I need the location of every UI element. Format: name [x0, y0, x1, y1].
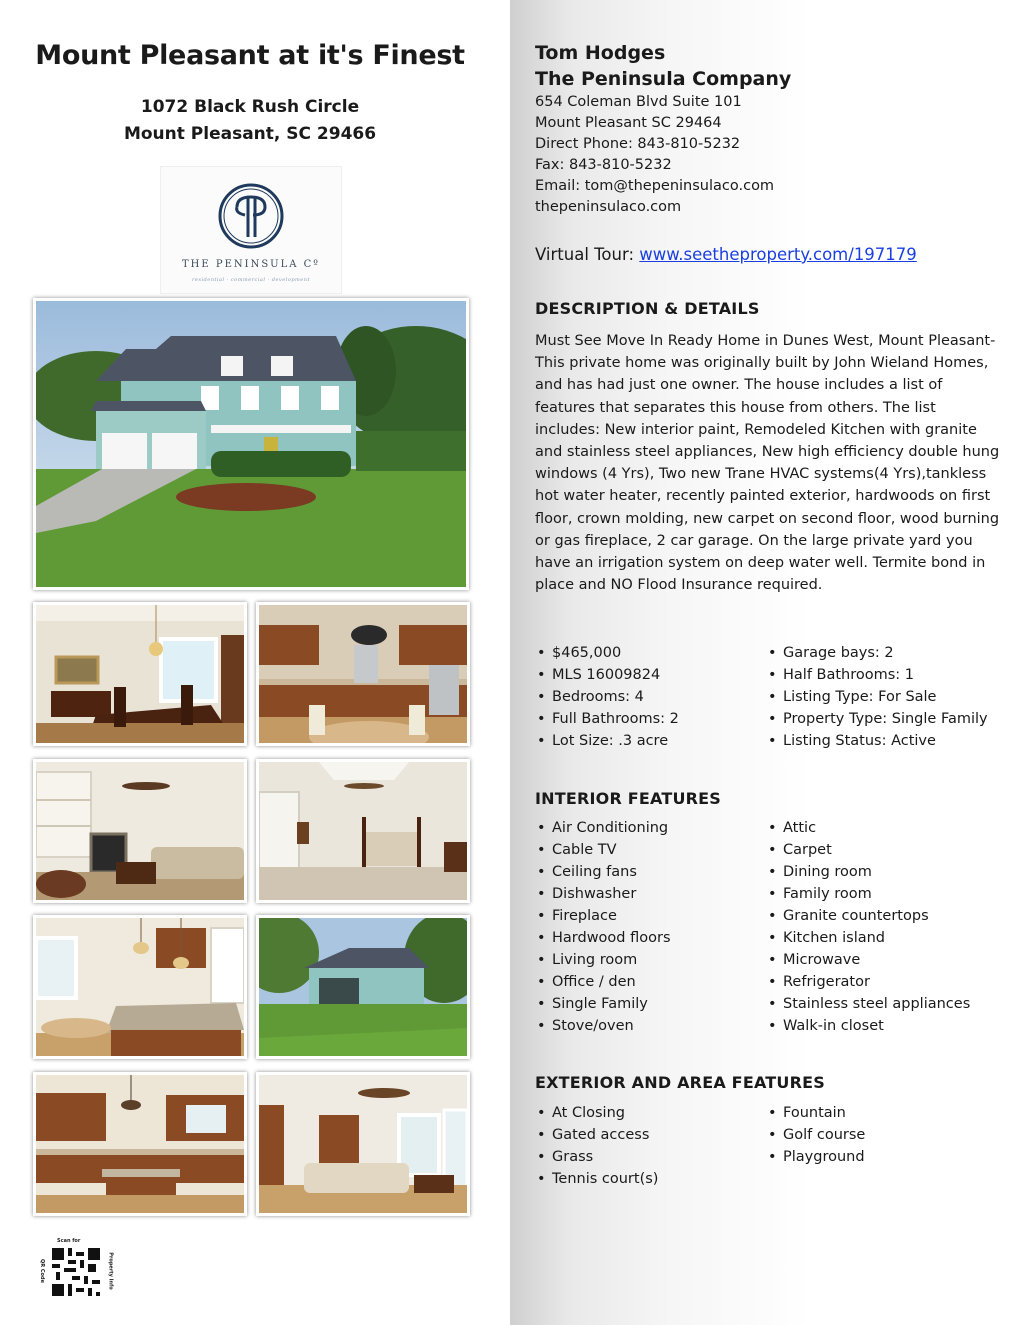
- virtual-tour-label: Virtual Tour:: [535, 245, 635, 264]
- interior-feature: • Living room: [537, 949, 671, 971]
- photo-backyard[interactable]: [256, 915, 470, 1059]
- agent-name: Tom Hodges: [535, 42, 666, 64]
- photo-house-front[interactable]: [33, 298, 469, 590]
- details-list-left: [537, 642, 679, 752]
- detail-mls: • MLS 16009824: [537, 664, 679, 686]
- agent-company: The Peninsula Company: [535, 68, 792, 90]
- qr-label-top: Scan for: [57, 1238, 81, 1244]
- left-column: [0, 0, 500, 1325]
- interior-list-left: [537, 817, 671, 1037]
- exterior-feature: • Playground: [768, 1146, 865, 1168]
- qr-code-block: [36, 1238, 114, 1300]
- virtual-tour: [535, 245, 917, 264]
- address-line-2: Mount Pleasant, SC 29466: [123, 124, 377, 144]
- interior-feature: • Office / den: [537, 971, 671, 993]
- photo-living-room-fireplace[interactable]: [33, 759, 247, 903]
- agent-contact: [535, 40, 1005, 218]
- agent-city: Mount Pleasant SC 29464: [535, 115, 722, 131]
- photo-family-room[interactable]: [256, 1072, 470, 1216]
- agent-email[interactable]: Email: tom@thepeninsulaco.com: [535, 178, 775, 194]
- detail-listing-status: • Listing Status: Active: [768, 730, 988, 752]
- interior-feature: • Hardwood floors: [537, 927, 671, 949]
- detail-bedrooms: • Bedrooms: 4: [537, 686, 679, 708]
- address-line-1: 1072 Black Rush Circle: [140, 97, 360, 117]
- agent-website[interactable]: thepeninsulaco.com: [535, 199, 682, 215]
- interior-feature: • Family room: [768, 883, 970, 905]
- detail-price: • $465,000: [537, 642, 679, 664]
- description-heading: DESCRIPTION & DETAILS: [535, 299, 760, 318]
- interior-feature: • Carpet: [768, 839, 970, 861]
- interior-feature: • Walk-in closet: [768, 1015, 970, 1037]
- interior-feature: • Ceiling fans: [537, 861, 671, 883]
- exterior-feature: • At Closing: [537, 1102, 658, 1124]
- qr-code-icon[interactable]: [52, 1248, 100, 1296]
- agent-direct-phone: Direct Phone: 843-810-5232: [535, 136, 741, 152]
- detail-half-bathrooms: • Half Bathrooms: 1: [768, 664, 988, 686]
- photo-kitchen-wide[interactable]: [33, 1072, 247, 1216]
- detail-listing-type: • Listing Type: For Sale: [768, 686, 988, 708]
- detail-lot-size: • Lot Size: .3 acre: [537, 730, 679, 752]
- interior-feature: • Fireplace: [537, 905, 671, 927]
- interior-feature: • Attic: [768, 817, 970, 839]
- interior-feature: • Cable TV: [537, 839, 671, 861]
- agent-fax: Fax: 843-810-5232: [535, 157, 672, 173]
- interior-feature: • Dining room: [768, 861, 970, 883]
- detail-full-bathrooms: • Full Bathrooms: 2: [537, 708, 679, 730]
- interior-feature: • Dishwasher: [537, 883, 671, 905]
- interior-feature: • Kitchen island: [768, 927, 970, 949]
- interior-feature: • Refrigerator: [768, 971, 970, 993]
- exterior-feature: • Gated access: [537, 1124, 658, 1146]
- exterior-feature: • Fountain: [768, 1102, 865, 1124]
- exterior-list-right: [768, 1102, 865, 1168]
- interior-feature: • Stainless steel appliances: [768, 993, 970, 1015]
- photo-kitchen-chandelier[interactable]: [256, 602, 470, 746]
- logo-name: THE PENINSULA Cº: [181, 259, 321, 270]
- listing-headline: Mount Pleasant at it's Finest: [35, 40, 465, 71]
- qr-label-right: Property Info: [107, 1252, 114, 1290]
- photo-dining-room[interactable]: [33, 602, 247, 746]
- interior-list-right: [768, 817, 970, 1037]
- agent-street: 654 Coleman Blvd Suite 101: [535, 94, 742, 110]
- photo-kitchen-island[interactable]: [33, 915, 247, 1059]
- exterior-feature: • Golf course: [768, 1124, 865, 1146]
- exterior-heading: EXTERIOR AND AREA FEATURES: [535, 1073, 825, 1092]
- interior-feature: • Stove/oven: [537, 1015, 671, 1037]
- detail-property-type: • Property Type: Single Family: [768, 708, 988, 730]
- peninsula-monogram-icon: [161, 167, 341, 257]
- interior-heading: INTERIOR FEATURES: [535, 789, 722, 808]
- detail-garage-bays: • Garage bays: 2: [768, 642, 988, 664]
- details-list-right: [768, 642, 988, 752]
- interior-feature: • Microwave: [768, 949, 970, 971]
- exterior-feature: • Grass: [537, 1146, 658, 1168]
- logo-tagline: residential · commercial · development: [192, 277, 310, 283]
- exterior-list-left: [537, 1102, 658, 1190]
- company-logo: [160, 166, 342, 294]
- exterior-feature: • Tennis court(s): [537, 1168, 658, 1190]
- interior-feature: • Single Family: [537, 993, 671, 1015]
- description-text: Must See Move In Ready Home in Dunes West, Mount Pleasant-This private home was originally built by John Wieland Homes, and has had just one owner. The house includes a list of features that separates this house from others. The list includes: New interior paint, Remodeled Kitchen with granite and stainless steel appliances, New high efficiency double hung windows (4 Yrs), Two new Trane HVAC systems(4 Yrs),tankless hot water heater, recently painted exterior, hardwoods on first floor, crown molding, new carpet on second floor, wood burning or gas fireplace, 2 car garage. On the large private yard you have an irrigation system on deep water well. Termite bond in place and NO Flood Insurance required.: [535, 333, 1000, 594]
- virtual-tour-link[interactable]: www.seetheproperty.com/197179: [639, 245, 917, 264]
- photo-master-bedroom[interactable]: [256, 759, 470, 903]
- interior-feature: • Air Conditioning: [537, 817, 671, 839]
- interior-feature: • Granite countertops: [768, 905, 970, 927]
- qr-label-left: QR Code: [38, 1259, 45, 1283]
